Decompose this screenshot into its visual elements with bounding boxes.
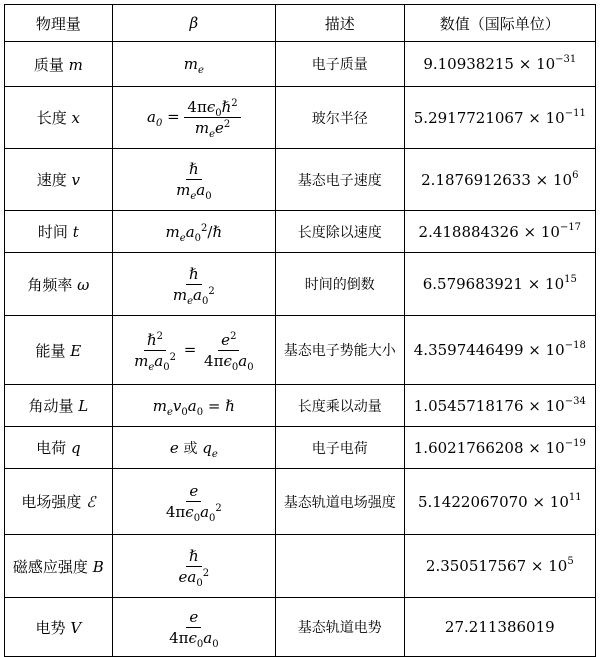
beta-formula: $\frac{e}{4\pi\epsilon_0a_0}$ xyxy=(112,598,275,657)
value-cell: $4.3597446499 \times 10^{-18}$ xyxy=(404,316,595,385)
quantity-name: 角动量 xyxy=(28,397,74,415)
beta-formula: $\frac{e}{4\pi\epsilon_0a_0^2}$ xyxy=(112,469,275,535)
value-cell: $1.0545718176 \times 10^{-34}$ xyxy=(404,385,595,427)
quantity-symbol: L xyxy=(78,397,89,415)
description-cell: 基态轨道电势 xyxy=(275,598,404,657)
quantity-cell xyxy=(5,316,113,385)
table-row xyxy=(5,598,596,657)
quantity-cell xyxy=(5,427,113,469)
table-row xyxy=(5,87,596,149)
header-row xyxy=(5,5,596,42)
beta-formula: e 或 $q_e$ xyxy=(112,427,275,469)
quantity-cell xyxy=(5,469,113,535)
quantity-name: 电场强度 xyxy=(21,493,82,511)
value-cell: $2.418884326 \times 10^{-17}$ xyxy=(404,211,595,253)
description-cell: 基态电子势能大小 xyxy=(275,316,404,385)
description-cell: 基态轨道电场强度 xyxy=(275,469,404,535)
quantity-name: 质量 xyxy=(33,55,64,74)
header-description: 描述 xyxy=(275,5,404,42)
atomic-units-table xyxy=(4,4,596,657)
description-cell: 玻尔半径 xyxy=(275,87,404,149)
value-cell: $1.6021766208 \times 10^{-19}$ xyxy=(404,427,595,469)
table-row xyxy=(5,427,596,469)
quantity-symbol: ω xyxy=(77,275,90,294)
beta-formula: $\frac{\text{ℏ}}{ea_0^2}$ xyxy=(112,535,275,598)
quantity-cell xyxy=(5,211,113,253)
header-quantity: 物理量 xyxy=(5,5,113,42)
quantity-name: 速度 xyxy=(36,171,67,189)
quantity-name: 磁感应强度 xyxy=(12,557,88,576)
quantity-name: 电荷 xyxy=(36,439,67,457)
quantity-cell xyxy=(5,535,113,598)
quantity-symbol: E xyxy=(70,341,82,360)
quantity-symbol: B xyxy=(92,557,104,576)
quantity-cell xyxy=(5,149,113,211)
quantity-name: 长度 xyxy=(36,109,67,127)
value-cell: 27.211386019 xyxy=(404,598,595,657)
beta-formula: $m_ea_0^2/\hbar$ xyxy=(112,211,275,253)
value-cell: $2.350517567 \times 10^5$ xyxy=(404,535,595,598)
quantity-symbol: x xyxy=(71,109,80,127)
table-row xyxy=(5,385,596,427)
quantity-cell xyxy=(5,598,113,657)
quantity-symbol: v xyxy=(71,171,80,189)
description-cell: 长度除以速度 xyxy=(275,211,404,253)
description-cell: 基态电子速度 xyxy=(275,149,404,211)
quantity-name: 时间 xyxy=(37,223,68,241)
description-cell xyxy=(275,535,404,598)
beta-formula: $m_e$ xyxy=(112,42,275,87)
quantity-symbol: V xyxy=(70,618,82,637)
quantity-name: 能量 xyxy=(35,341,66,360)
quantity-symbol: t xyxy=(72,223,79,241)
beta-formula: $\frac{\hbar^2}{m_ea_0^2}$ = $\frac{e^2}{4\pi\epsilon_0a_0}$ xyxy=(112,316,275,385)
description-cell: 长度乘以动量 xyxy=(275,385,404,427)
quantity-cell xyxy=(5,87,113,149)
quantity-cell xyxy=(5,385,113,427)
beta-formula: $\frac{\text{ℏ}}{m_ea_0}$ xyxy=(112,149,275,211)
header-beta: β xyxy=(112,5,275,42)
quantity-symbol: m xyxy=(68,55,83,74)
quantity-cell xyxy=(5,42,113,87)
quantity-name: 角频率 xyxy=(27,275,73,294)
value-cell: $6.579683921 \times 10^{15}$ xyxy=(404,253,595,316)
table-row xyxy=(5,149,596,211)
table-row xyxy=(5,535,596,598)
value-cell: $9.10938215 \times 10^{-31}$ xyxy=(404,42,595,87)
value-cell: $2.1876912633 \times 10^6$ xyxy=(404,149,595,211)
header-value: 数值（国际单位） xyxy=(404,5,595,42)
table-row xyxy=(5,253,596,316)
value-cell: $5.1422067070 \times 10^{11}$ xyxy=(404,469,595,535)
description-cell: 时间的倒数 xyxy=(275,253,404,316)
table-row xyxy=(5,469,596,535)
table-row xyxy=(5,211,596,253)
quantity-symbol: q xyxy=(70,439,81,457)
table-row xyxy=(5,42,596,87)
value-cell: $5.2917721067 \times 10^{-11}$ xyxy=(404,87,595,149)
beta-formula: $m_ev_0a_0$ = ℏ xyxy=(112,385,275,427)
quantity-cell xyxy=(5,253,113,316)
quantity-name: 电势 xyxy=(35,618,66,637)
quantity-symbol: ℰ xyxy=(86,493,96,511)
description-cell: 电子质量 xyxy=(275,42,404,87)
table-row xyxy=(5,316,596,385)
beta-formula: $\frac{\text{ℏ}}{m_ea_0^2}$ xyxy=(112,253,275,316)
beta-formula: $a_0$ = $\frac{4\pi\epsilon_0\hbar^2}{m_ee^2}$ xyxy=(112,87,275,149)
description-cell: 电子电荷 xyxy=(275,427,404,469)
